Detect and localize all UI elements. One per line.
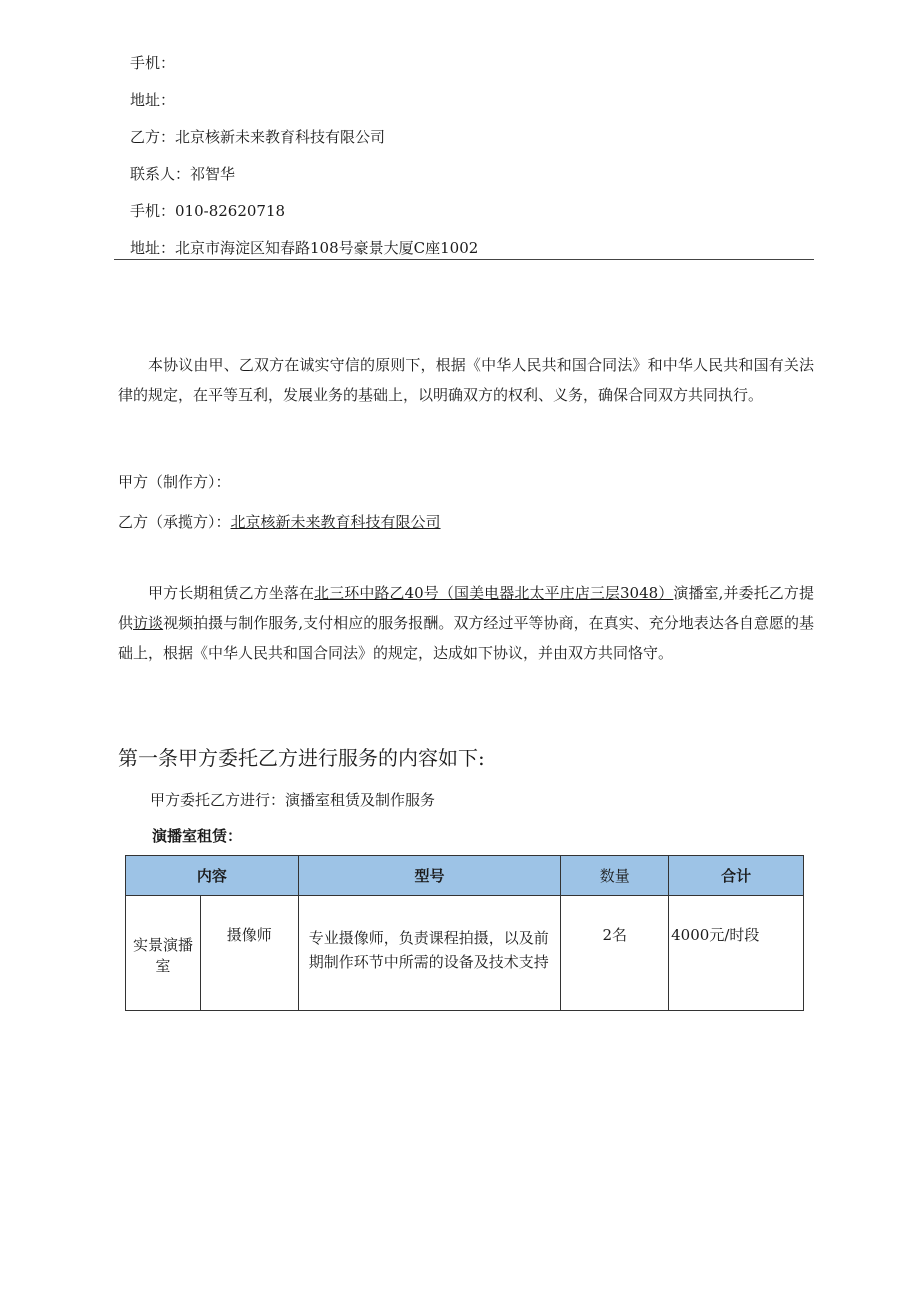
cell-category: 实景演播室 — [126, 896, 201, 1011]
party-b-address: 地址：北京市海淀区知春路108号豪景大厦C座1002 — [130, 239, 479, 257]
p-end: 视频拍摄与制作服务,支付相应的服务报酬。双方经过平等协商，在真实、充分地表达各自意愿的基础上，根据《中华人民共和国合同法》的规定，达成如下协议，并由双方共同恪守。 — [118, 614, 814, 662]
cell-model: 专业摄像师，负责课程拍摄，以及前期制作环节中所需的设备及技术支持 — [298, 896, 561, 1011]
party-b-role-value: 北京核新未来教育科技有限公司 — [230, 513, 441, 531]
party-b-phone: 手机：010-82620718 — [130, 202, 286, 220]
party-a-role: 甲方（制作方）： — [118, 473, 231, 491]
intro-text: 本协议由甲、乙双方在诚实守信的原则下，根据《中华人民共和国合同法》和中华人民共和国有关法律的规定，在平等互利，发展业务的基础上，以明确双方的权利、义务，确保合同双方共同执行。 — [118, 356, 814, 404]
party-b-name: 乙方：北京核新未来教育科技有限公司 — [130, 128, 386, 146]
table-header-row — [126, 856, 804, 896]
cell-total: 4000元/时段 — [669, 896, 804, 1011]
service-type: 访谈 — [133, 614, 164, 632]
header-content: 内容 — [126, 856, 299, 896]
agreement-paragraph — [118, 578, 814, 668]
header-total: 合计 — [669, 856, 804, 896]
header-divider — [114, 259, 814, 260]
header-qty: 数量 — [561, 856, 669, 896]
header-model: 型号 — [298, 856, 561, 896]
service-table — [125, 855, 804, 1011]
party-a-address-label: 地址： — [130, 91, 176, 109]
cell-qty: 2名 — [561, 896, 669, 1011]
party-b-contact: 联系人：祁智华 — [130, 165, 236, 183]
cell-item: 摄像师 — [200, 896, 298, 1011]
party-a-phone-label: 手机： — [130, 54, 176, 72]
party-b-role — [118, 511, 441, 532]
table-row — [126, 896, 804, 1011]
party-b-role-label: 乙方（承揽方）： — [118, 513, 231, 531]
intro-paragraph — [118, 350, 814, 410]
p-start: 甲方长期租赁乙方坐落在 — [148, 584, 315, 602]
p-mid: 演播室,并委托乙方提供 — [118, 584, 814, 632]
studio-location: 北三环中路乙40号（国美电器北太平庄店三层3048） — [314, 584, 674, 602]
section-1-title: 第一条甲方委托乙方进行服务的内容如下: — [118, 746, 485, 770]
section-1-desc: 甲方委托乙方进行：演播室租赁及制作服务 — [150, 791, 436, 809]
section-1-subtitle: 演播室租赁： — [152, 827, 243, 845]
